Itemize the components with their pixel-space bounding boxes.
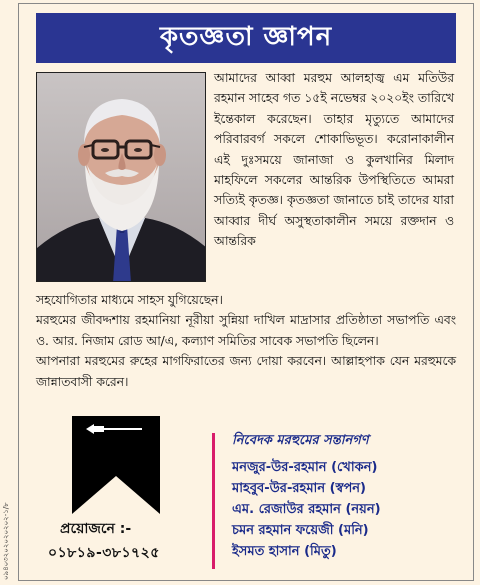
body-paragraph: মরহুমের জীবদ্দশায় রহমানিয়া নূরীয়া সুন্নিয়া দাখিল মাদ্রাসার প্রতিষ্ঠাতা সভাপতি এবং ও. আর. নিজাম রোড আ/এ, কল্যাণ সমিতির সাবেক সভাপতি ছিলেন। bbox=[36, 313, 456, 348]
publication-code: ০৯৪০৩২০২০২০২০২-১/৮ bbox=[2, 502, 10, 580]
contact-label: প্রয়োজনে :- bbox=[60, 521, 132, 537]
contact-phone: ০১৮১৯-৩৮১৭২৫ bbox=[48, 545, 160, 561]
portrait-photo bbox=[36, 72, 206, 282]
signatory-name: এম. রেজাউর রহমান (নয়ন) bbox=[232, 502, 381, 517]
signoff-block bbox=[232, 430, 460, 562]
portrait-illustration bbox=[37, 73, 206, 282]
notice-title: কৃতজ্ঞতা জ্ঞাপন bbox=[36, 13, 456, 63]
mourning-ribbon-icon bbox=[72, 416, 160, 516]
signatory-name: মনজুর-উর-রহমান (খোকন) bbox=[232, 460, 378, 475]
body-paragraph: সহযোগিতার মাধ্যমে সাহস যুগিয়েছেন। bbox=[36, 293, 223, 307]
signoff-lead: নিবেদক মরহুমের সন্তানগণ bbox=[232, 433, 369, 448]
notice-body-right: আমাদের আব্বা মরহুম আলহাজ্ব এম মতিউর রহমান সাহেব গত ১৫ই নভেম্বর ২০২০ইং তারিখে ইন্তেকাল করেছেন। তাহার মৃত্যুতে আমাদের পরিবারবর্গ সকলে শোকাভিভূত। করোনাকালীন এই দুঃসময়ে জানাজা ও কুলখানির মিলাদ মাহফিলে সকলের আন্তরিক উপস্থিতিতে আমরা সত্যিই কৃতজ্ঞ। কৃতজ্ঞতা জানাতে চাই তাদের যারা আব্বার দীর্ঘ অসুস্থতাকালীন সময়ে রক্তদান ও আন্তরিক bbox=[214, 71, 454, 249]
notice-body-full bbox=[36, 290, 456, 392]
signatory-name: ইসমত হাসান (মিতু) bbox=[232, 544, 337, 559]
signoff-divider bbox=[212, 433, 215, 569]
signatory-name: মাহবুব-উর-রহমান (স্বপন) bbox=[232, 481, 366, 496]
signatory-name: চমন রহমান ফয়েজী (মনি) bbox=[232, 523, 369, 538]
body-paragraph: আপনারা মরহুমের রুহের মাগফিরাতের জন্য দোয়া করবেন। আল্লাহপাক যেন মরহুমকে জান্নাতবাসী করেন। bbox=[36, 354, 456, 389]
